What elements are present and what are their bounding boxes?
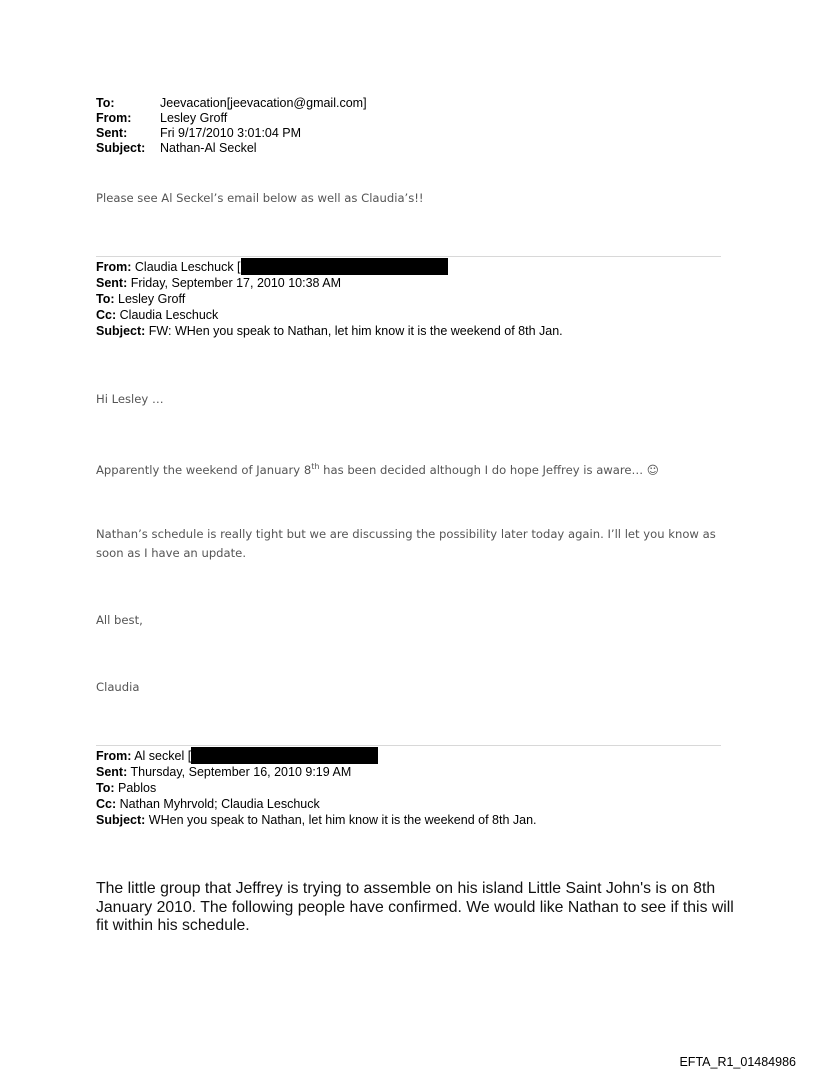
msg2-cc-label: Cc: <box>96 797 117 811</box>
msg2-subject-label: Subject: <box>96 813 146 827</box>
msg2-body: The little group that Jeffrey is trying to assemble on his island Little Saint John's is on 8th January 2010. The following people have confirmed. We would like Nathan to see if this will fit within his schedule. <box>96 880 734 934</box>
msg1-to: Lesley Groff <box>118 292 186 306</box>
msg1-paragraph-1 <box>96 457 659 480</box>
msg2-to: Pablos <box>118 781 157 795</box>
msg1-from-label: From: <box>96 260 132 274</box>
msg1-to-label: To: <box>96 292 115 306</box>
msg1-greeting: Hi Lesley … <box>96 392 164 406</box>
to-value: Jeevacation[jeevacation@gmail.com] <box>160 96 367 110</box>
msg2-subject-row <box>96 812 537 828</box>
to-label: To: <box>96 96 115 110</box>
header-from-row <box>96 111 367 126</box>
msg1-subject: FW: WHen you speak to Nathan, let him know it is the weekend of 8th Jan. <box>148 324 563 338</box>
separator-2 <box>96 745 721 746</box>
msg2-subject: WHen you speak to Nathan, let him know it is the weekend of 8th Jan. <box>148 813 537 827</box>
intro-text: Please see Al Seckel’s email below as well as Claudia’s!! <box>96 191 424 205</box>
msg1-sent: Friday, September 17, 2010 10:38 AM <box>130 276 342 290</box>
msg2-to-label: To: <box>96 781 115 795</box>
sent-value: Fri 9/17/2010 3:01:04 PM <box>160 126 302 140</box>
header-sent-row <box>96 126 367 141</box>
msg1-paragraph-2: Nathan’s schedule is really tight but we are discussing the possibility later today again. I’ll let you know as soon as I have an update. <box>96 527 716 560</box>
msg1-cc: Claudia Leschuck <box>119 308 219 322</box>
msg1-p1-b: has been decided although I do hope Jeffrey is aware… ☺ <box>319 462 659 477</box>
msg1-cc-label: Cc: <box>96 308 117 322</box>
msg1-from: Claudia Leschuck [ <box>134 260 241 274</box>
msg2-cc-row <box>96 796 537 812</box>
from-value: Lesley Groff <box>160 111 228 125</box>
msg1-sent-label: Sent: <box>96 276 128 290</box>
redaction-block <box>241 258 448 275</box>
sent-label: Sent: <box>96 126 128 140</box>
forwarded-header-1 <box>96 258 563 339</box>
msg1-signature: Claudia <box>96 680 140 694</box>
msg1-closing: All best, <box>96 613 143 627</box>
subject-label: Subject: <box>96 141 146 155</box>
subject-value: Nathan-Al Seckel <box>160 141 257 155</box>
msg1-p1-a: Apparently the weekend of January 8 <box>96 462 312 477</box>
msg2-to-row <box>96 780 537 796</box>
msg1-p1-sup: th <box>311 462 320 471</box>
forwarded-header-2 <box>96 747 537 828</box>
header-to-row <box>96 96 367 111</box>
from-label: From: <box>96 111 132 125</box>
separator-1 <box>96 256 721 257</box>
msg2-sent-row <box>96 764 537 780</box>
msg2-sent: Thursday, September 16, 2010 9:19 AM <box>130 765 352 779</box>
msg1-from-row <box>96 258 563 275</box>
email-header <box>96 96 367 156</box>
msg2-sent-label: Sent: <box>96 765 128 779</box>
document-id: EFTA_R1_01484986 <box>679 1055 796 1069</box>
msg1-to-row <box>96 291 563 307</box>
msg2-from-row <box>96 747 537 764</box>
header-subject-row <box>96 141 367 156</box>
msg2-from: Al seckel [ <box>134 749 192 763</box>
msg2-from-label: From: <box>96 749 132 763</box>
msg1-cc-row <box>96 307 563 323</box>
msg1-sent-row <box>96 275 563 291</box>
msg2-cc: Nathan Myhrvold; Claudia Leschuck <box>119 797 320 811</box>
msg1-subject-label: Subject: <box>96 324 146 338</box>
redaction-block <box>191 747 378 764</box>
msg1-subject-row <box>96 323 563 339</box>
